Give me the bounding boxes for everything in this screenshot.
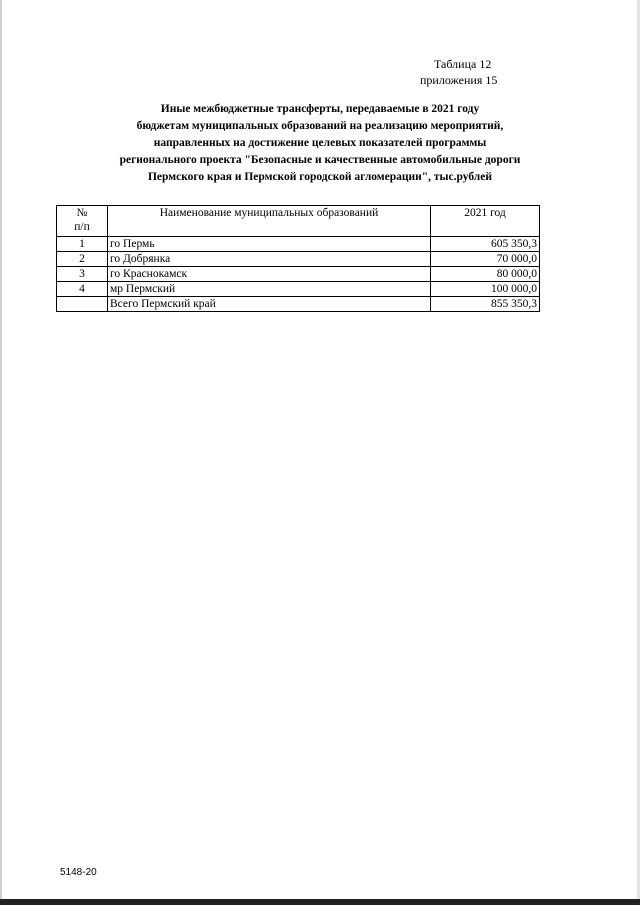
table-row xyxy=(57,267,540,282)
title-line: направленных на достижение целевых показателей программы xyxy=(153,137,487,149)
title-line: Иные межбюджетные трансферты, передаваемые в 2021 году xyxy=(160,103,480,115)
title-line: регионального проекта "Безопасные и качественные автомобильные дороги xyxy=(119,154,521,166)
document-title xyxy=(60,101,580,186)
scan-edge-left xyxy=(0,0,2,905)
total-number xyxy=(57,297,108,312)
row-municipality: мр Пермский xyxy=(108,282,431,297)
header-number xyxy=(57,206,108,237)
row-number: 3 xyxy=(57,267,108,282)
document-code: 5148-20 xyxy=(60,867,97,878)
header-number-symbol: № xyxy=(76,207,88,219)
row-amount: 70 000,0 xyxy=(431,252,540,267)
table-header-row xyxy=(57,206,540,237)
transfers-table xyxy=(56,205,540,312)
appendix-number: приложения 15 xyxy=(420,73,498,87)
row-municipality: го Краснокамск xyxy=(108,267,431,282)
row-number: 1 xyxy=(57,237,108,252)
total-label: Всего Пермский край xyxy=(108,297,431,312)
table-number: Таблица 12 xyxy=(434,57,492,71)
row-number: 2 xyxy=(57,252,108,267)
row-number: 4 xyxy=(57,282,108,297)
table-row xyxy=(57,252,540,267)
scan-edge-bottom xyxy=(0,899,640,905)
title-line: Пермского края и Пермской городской агломерации", тыс.рублей xyxy=(147,171,492,183)
table-total-row xyxy=(57,297,540,312)
row-municipality: го Добрянка xyxy=(108,252,431,267)
table-row xyxy=(57,237,540,252)
row-amount: 605 350,3 xyxy=(431,237,540,252)
row-municipality: го Пермь xyxy=(108,237,431,252)
header-year: 2021 год xyxy=(431,206,540,237)
table-row xyxy=(57,282,540,297)
table-reference xyxy=(420,56,520,88)
row-amount: 100 000,0 xyxy=(431,282,540,297)
header-number-abbrev: п/п xyxy=(74,221,90,233)
title-line: бюджетам муниципальных образований на реализацию мероприятий, xyxy=(136,120,504,132)
row-amount: 80 000,0 xyxy=(431,267,540,282)
header-municipality: Наименование муниципальных образований xyxy=(108,206,431,237)
total-amount: 855 350,3 xyxy=(431,297,540,312)
